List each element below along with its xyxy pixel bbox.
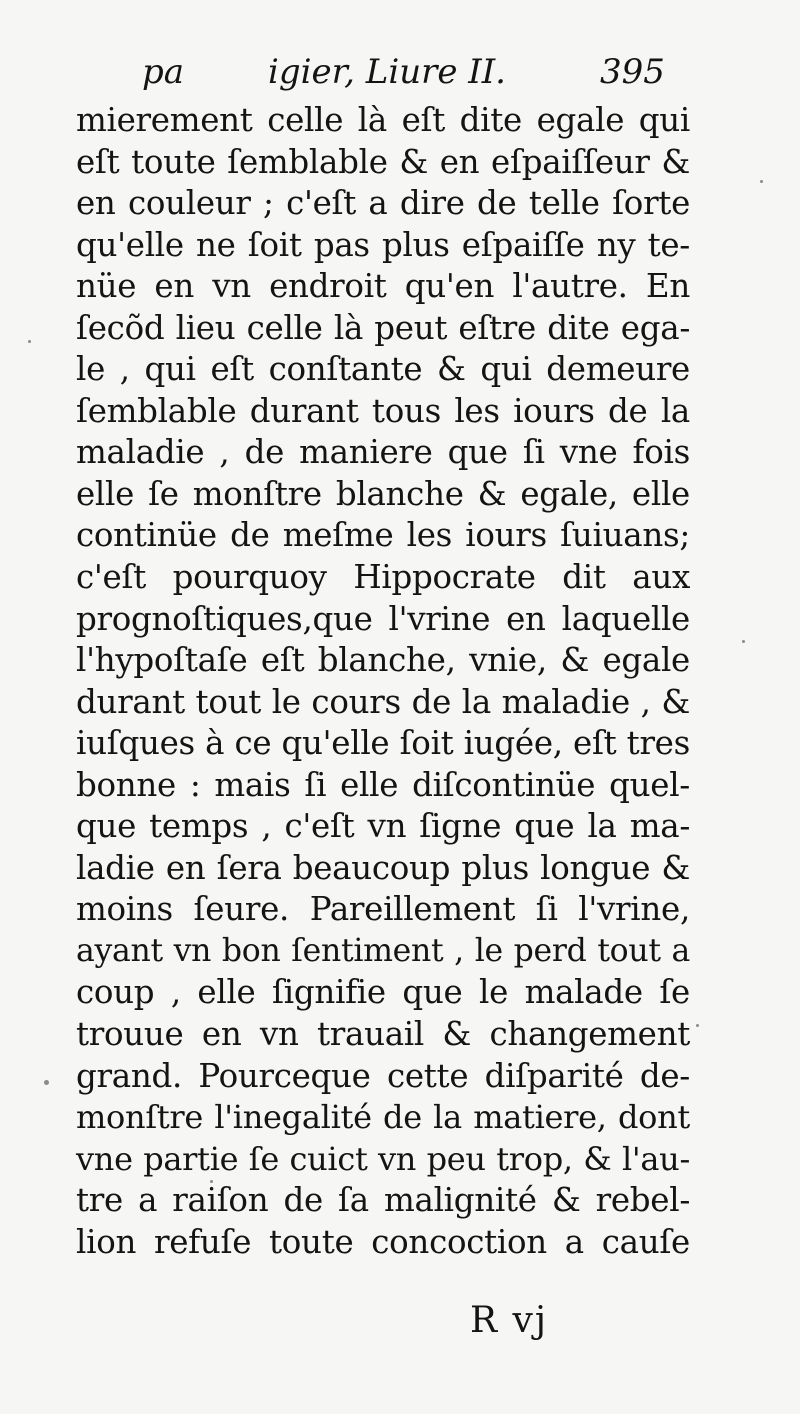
text-line: continüe de meſme les iours ſuiuans;	[76, 516, 690, 555]
text-line: qu'elle ne ſoit pas plus eſpaiſſe ny te-	[76, 225, 690, 264]
text-line: trouue en vn trauail & changement	[76, 1015, 690, 1054]
running-header-left: pa	[142, 52, 185, 92]
text-line: le , qui eſt conſtante & qui demeure	[76, 350, 690, 389]
text-line: iuſques à ce qu'elle ſoit iugée, eſt tres	[76, 724, 690, 763]
text-line: moins ſeure. Pareillement ſi l'vrine,	[76, 890, 690, 929]
text-line: ſemblable durant tous les iours de la	[76, 391, 690, 430]
text-line: l'hypoſtaſe eſt blanche, vnie, & egale	[76, 641, 690, 680]
text-line: eſt toute ſemblable & en eſpaiſſeur &	[76, 142, 690, 181]
text-line: que temps , c'eſt vn ſigne que la ma-	[76, 807, 690, 846]
text-line: coup , elle ſignifie que le malade ſe	[76, 973, 690, 1012]
paper-speck	[760, 180, 763, 183]
text-line: prognoſtiques,que l'vrine en laquelle	[76, 599, 690, 638]
paper-speck	[28, 340, 31, 343]
paper-speck	[696, 1024, 699, 1027]
text-line: en couleur ; c'eſt a dire de telle ſorte	[76, 184, 690, 223]
body-text	[76, 100, 690, 1263]
running-header-title: igier, Liure II.	[268, 52, 506, 92]
text-line: ſecõd lieu celle là peut eſtre dite ega-	[76, 308, 690, 347]
text-line: elle ſe monſtre blanche & egale, elle	[76, 474, 690, 513]
page-number: 395	[600, 52, 665, 92]
text-line: tre a raiſon de ſa malignité & rebel-	[76, 1181, 690, 1220]
text-line: lion refuſe toute concoction a cauſe	[76, 1222, 690, 1261]
text-line: ladie en ſera beaucoup plus longue &	[76, 848, 690, 887]
text-line: monſtre l'inegalité de la matiere, dont	[76, 1098, 690, 1137]
paper-speck	[44, 1080, 49, 1085]
running-header	[0, 52, 800, 102]
paper-speck	[742, 640, 745, 643]
text-line: durant tout le cours de la maladie , &	[76, 682, 690, 721]
signature-mark: R vj	[470, 1300, 549, 1341]
text-line: bonne : mais ſi elle diſcontinüe quel-	[76, 765, 690, 804]
text-line: maladie , de maniere que ſi vne fois	[76, 433, 690, 472]
text-line: vne partie ſe cuict vn peu trop, & l'au-	[76, 1139, 690, 1178]
text-line: grand. Pourceque cette diſparité de-	[76, 1056, 690, 1095]
text-line: c'eſt pourquoy Hippocrate dit aux	[76, 558, 690, 597]
text-line: ayant vn bon ſentiment , le perd tout a	[76, 932, 690, 969]
text-line: mierement celle là eſt dite egale qui	[76, 101, 690, 139]
text-line: nüe en vn endroit qu'en l'autre. En	[76, 267, 690, 306]
